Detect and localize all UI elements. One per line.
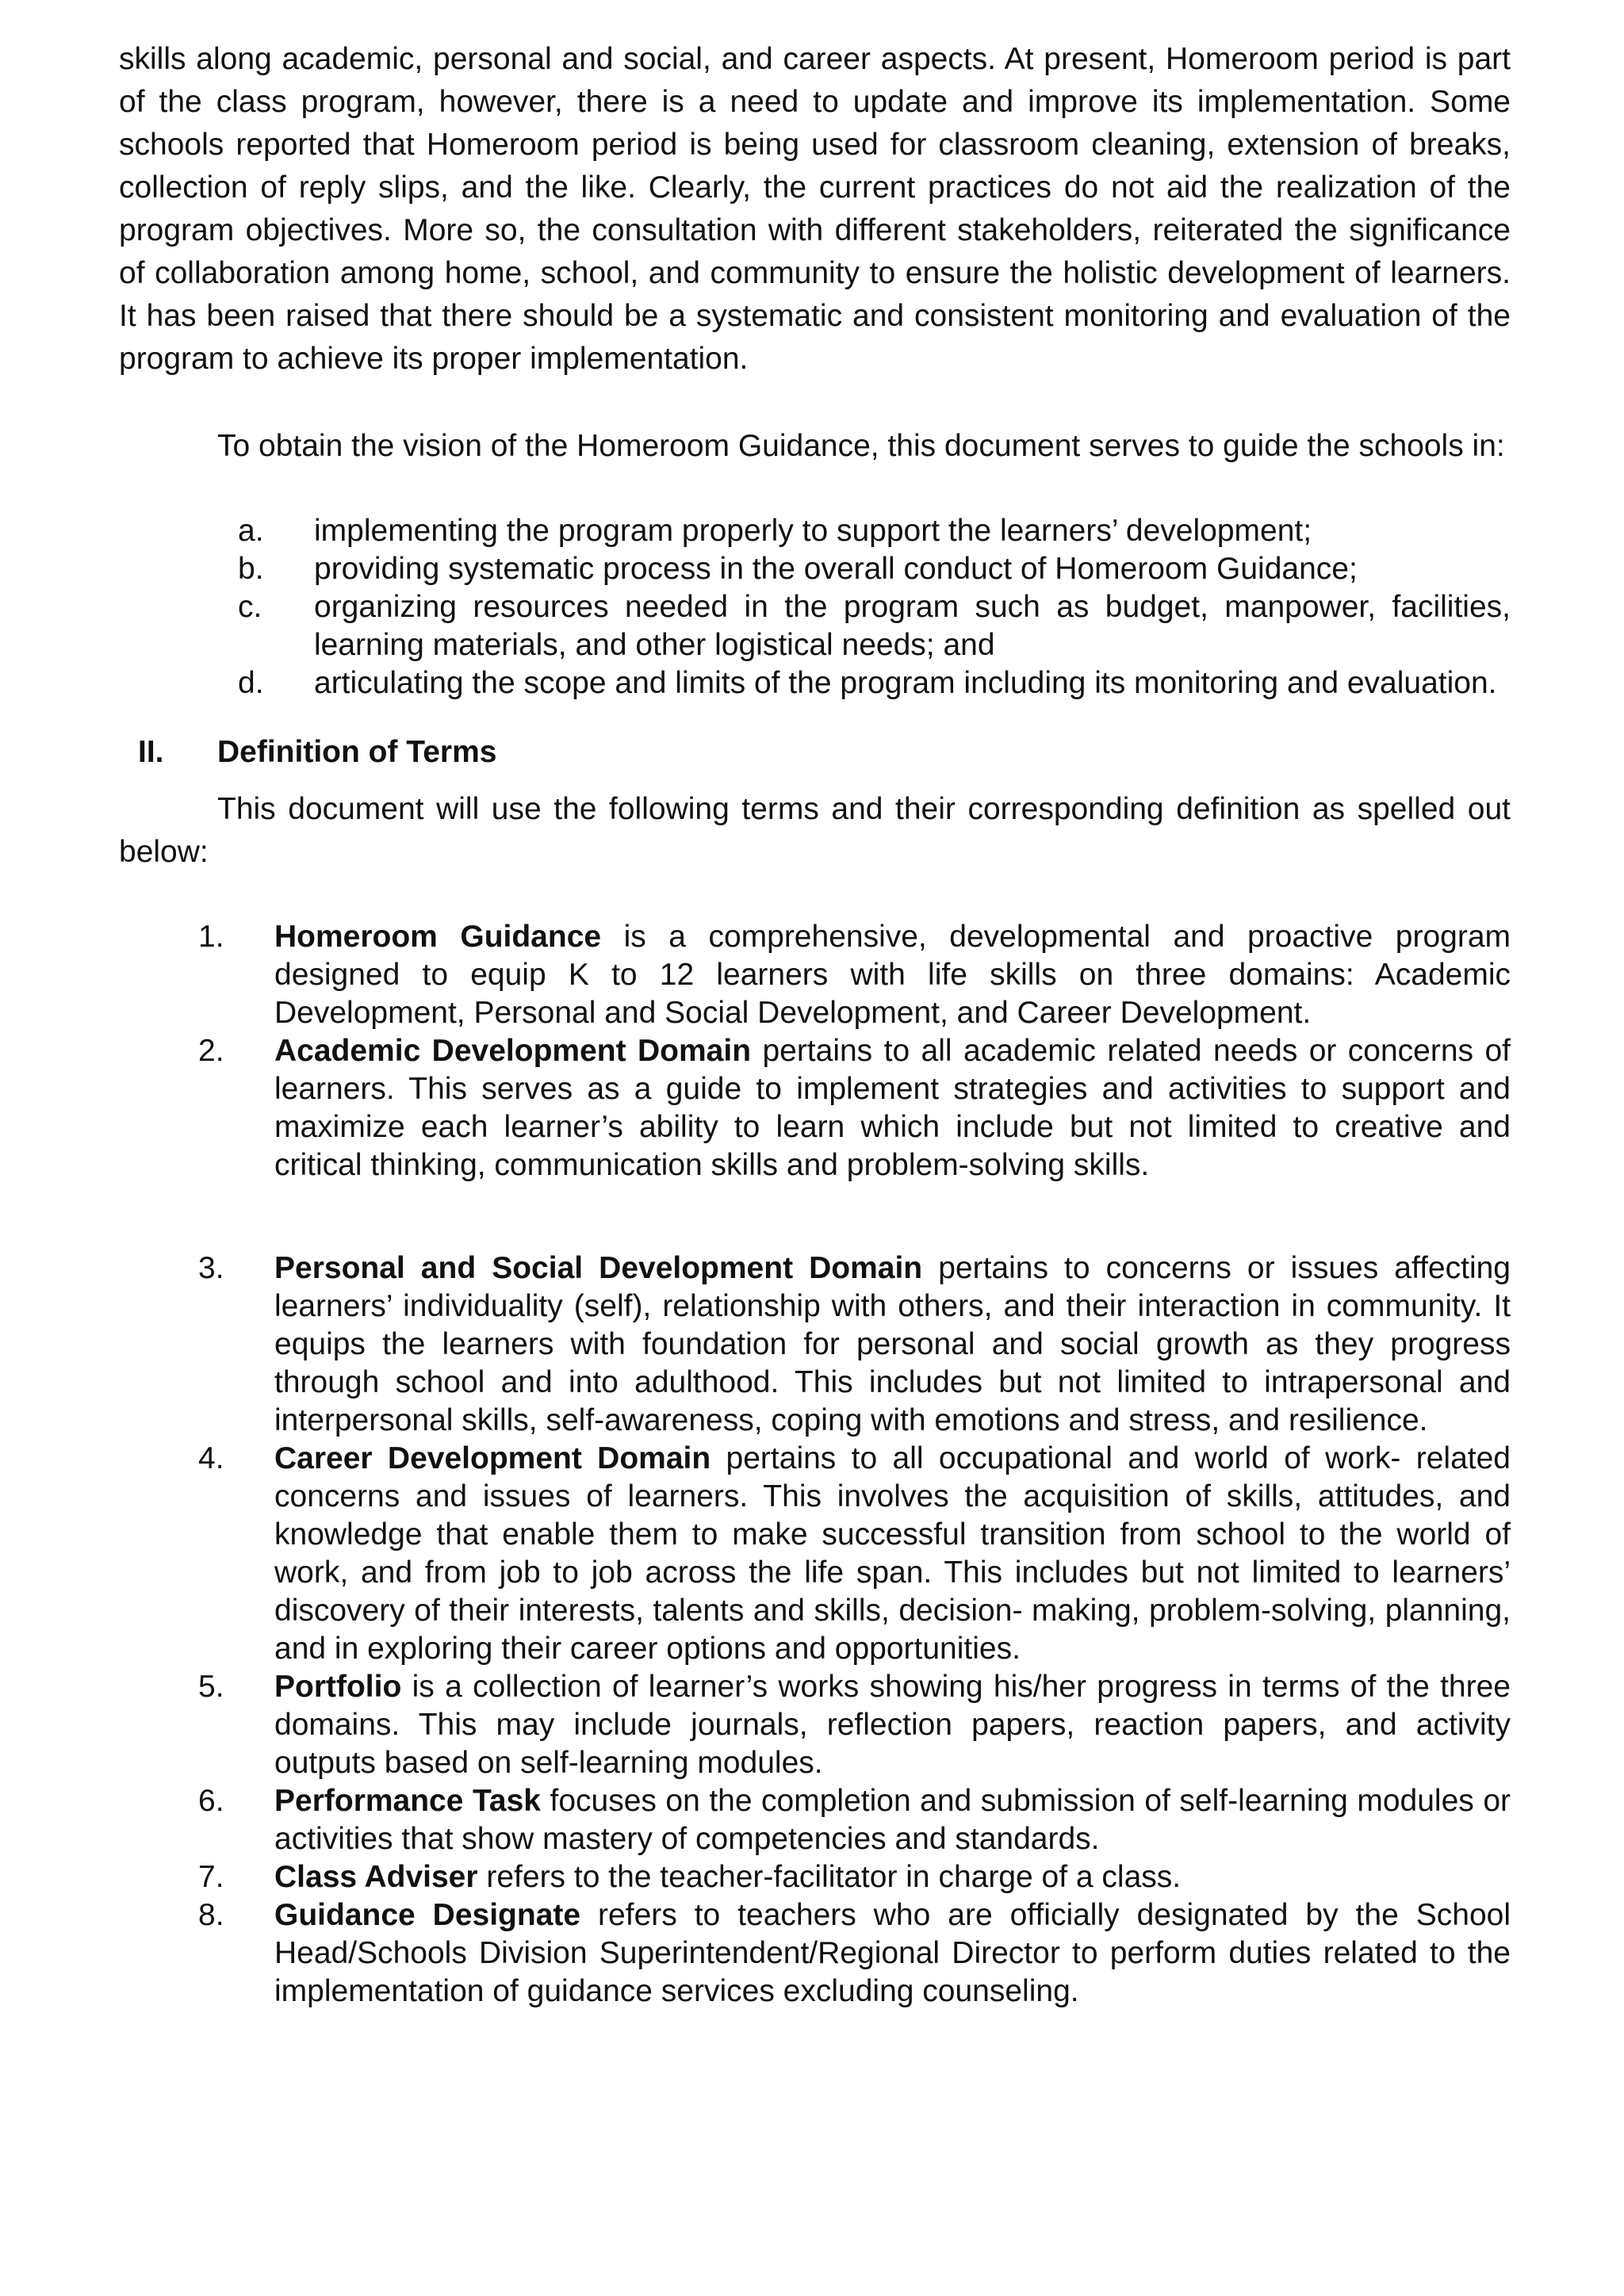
list-marker: 1. xyxy=(198,920,224,954)
term-item xyxy=(119,1249,1511,1440)
term-definition: pertains to all academic related needs or concerns of learners. This serves as a guide to implement strategies and activities to support and maximize each learner’s ability to learn which include but not limited to creative and critical thinking, communication skills and problem-solving skills. xyxy=(274,1034,1511,1182)
term-name: Personal and Social Development Domain xyxy=(274,1251,923,1285)
list-item xyxy=(119,664,1511,702)
term-name: Class Adviser xyxy=(274,1860,478,1894)
term-definition: is a comprehensive, developmental and proactive program designed to equip K to 12 learners with life skills on three domains: Academic Development, Personal and Social Development, and Career Development. xyxy=(274,920,1511,1030)
term-name: Performance Task xyxy=(274,1784,541,1818)
document-page xyxy=(119,38,1511,2011)
list-item xyxy=(119,588,1511,664)
terms-list xyxy=(119,918,1511,2011)
term-item xyxy=(119,1668,1511,1782)
list-marker: 5. xyxy=(198,1670,224,1704)
list-item-text: articulating the scope and limits of the program including its monitoring and evaluation. xyxy=(314,666,1497,700)
term-definition: is a collection of learner’s works showing his/her progress in terms of the three domains. This may include journals, reflection papers, reaction papers, and activity outputs based on self-learning modules. xyxy=(274,1670,1511,1780)
list-marker: d. xyxy=(238,666,264,700)
section-intro-paragraph: This document will use the following terms and their corresponding definition as spelled out below: xyxy=(119,792,1511,869)
term-name: Portfolio xyxy=(274,1670,402,1704)
list-marker: 2. xyxy=(198,1034,224,1068)
section-title: Definition of Terms xyxy=(217,735,497,769)
term-item xyxy=(119,918,1511,1032)
term-definition: pertains to concerns or issues affecting learners’ individuality (self), relationship with others, and their interaction in community. It equips the learners with foundation for personal and social growth as they progress through school and into adulthood. This includes but not limited to intrapersonal and interpersonal skills, self-awareness, coping with emotions and stress, and resilience. xyxy=(274,1251,1511,1437)
list-item-text: organizing resources needed in the program such as budget, manpower, facilities, learning materials, and other logistical needs; and xyxy=(314,590,1511,662)
list-marker: 8. xyxy=(198,1898,224,1932)
list-marker: 4. xyxy=(198,1441,224,1475)
purpose-intro-paragraph: To obtain the vision of the Homeroom Guidance, this document serves to guide the schools in: xyxy=(217,429,1505,463)
term-name: Career Development Domain xyxy=(274,1441,711,1475)
section-heading xyxy=(119,731,1511,774)
term-definition: refers to the teacher-facilitator in charge of a class. xyxy=(477,1860,1182,1894)
term-item xyxy=(119,1782,1511,1858)
term-item xyxy=(119,1032,1511,1184)
list-item xyxy=(119,512,1511,550)
list-marker: 7. xyxy=(198,1860,224,1894)
term-name: Academic Development Domain xyxy=(274,1034,752,1068)
list-marker: 6. xyxy=(198,1784,224,1818)
list-item-text: implementing the program properly to support the learners’ development; xyxy=(314,514,1312,548)
term-definition: refers to teachers who are officially designated by the School Head/Schools Division Superintendent/Regional Director to perform duties related to the implementation of guidance services excluding counseling. xyxy=(274,1898,1511,2008)
term-name: Guidance Designate xyxy=(274,1898,581,1932)
list-item xyxy=(119,550,1511,588)
list-marker: 3. xyxy=(198,1251,224,1285)
term-definition: pertains to all occupational and world of work- related concerns and issues of learners. This involves the acquisition of skills, attitudes, and knowledge that enable them to make successful transition from school to the world of work, and from job to job across the life span. This includes but not limited to learners’ discovery of their interests, talents and skills, decision- making, problem-solving, planning, and in exploring their career options and opportunities. xyxy=(274,1441,1511,1666)
list-marker: b. xyxy=(238,552,264,586)
intro-paragraph: skills along academic, personal and social, and career aspects. At present, Homeroom period is part of the class program, however, there is a need to update and improve its implementation. Some schools reported that Homeroom period is being used for classroom cleaning, extension of breaks, collection of reply slips, and the like. Clearly, the current practices do not aid the realization of the program objectives. More so, the consultation with different stakeholders, reiterated the significance of collaboration among home, school, and community to ensure the holistic development of learners. It has been raised that there should be a systematic and consistent monitoring and evaluation of the program to achieve its proper implementation. xyxy=(119,42,1511,376)
section-number: II. xyxy=(138,735,164,769)
list-item-text: providing systematic process in the overall conduct of Homeroom Guidance; xyxy=(314,552,1358,586)
term-item xyxy=(119,1440,1511,1668)
list-marker: a. xyxy=(238,514,264,548)
term-item xyxy=(119,1858,1511,1896)
term-item xyxy=(119,1896,1511,2011)
list-marker: c. xyxy=(238,590,262,624)
term-definition: focuses on the completion and submission of self-learning modules or activities that show mastery of competencies and standards. xyxy=(274,1784,1511,1856)
purpose-list xyxy=(119,512,1511,702)
term-name: Homeroom Guidance xyxy=(274,920,602,954)
